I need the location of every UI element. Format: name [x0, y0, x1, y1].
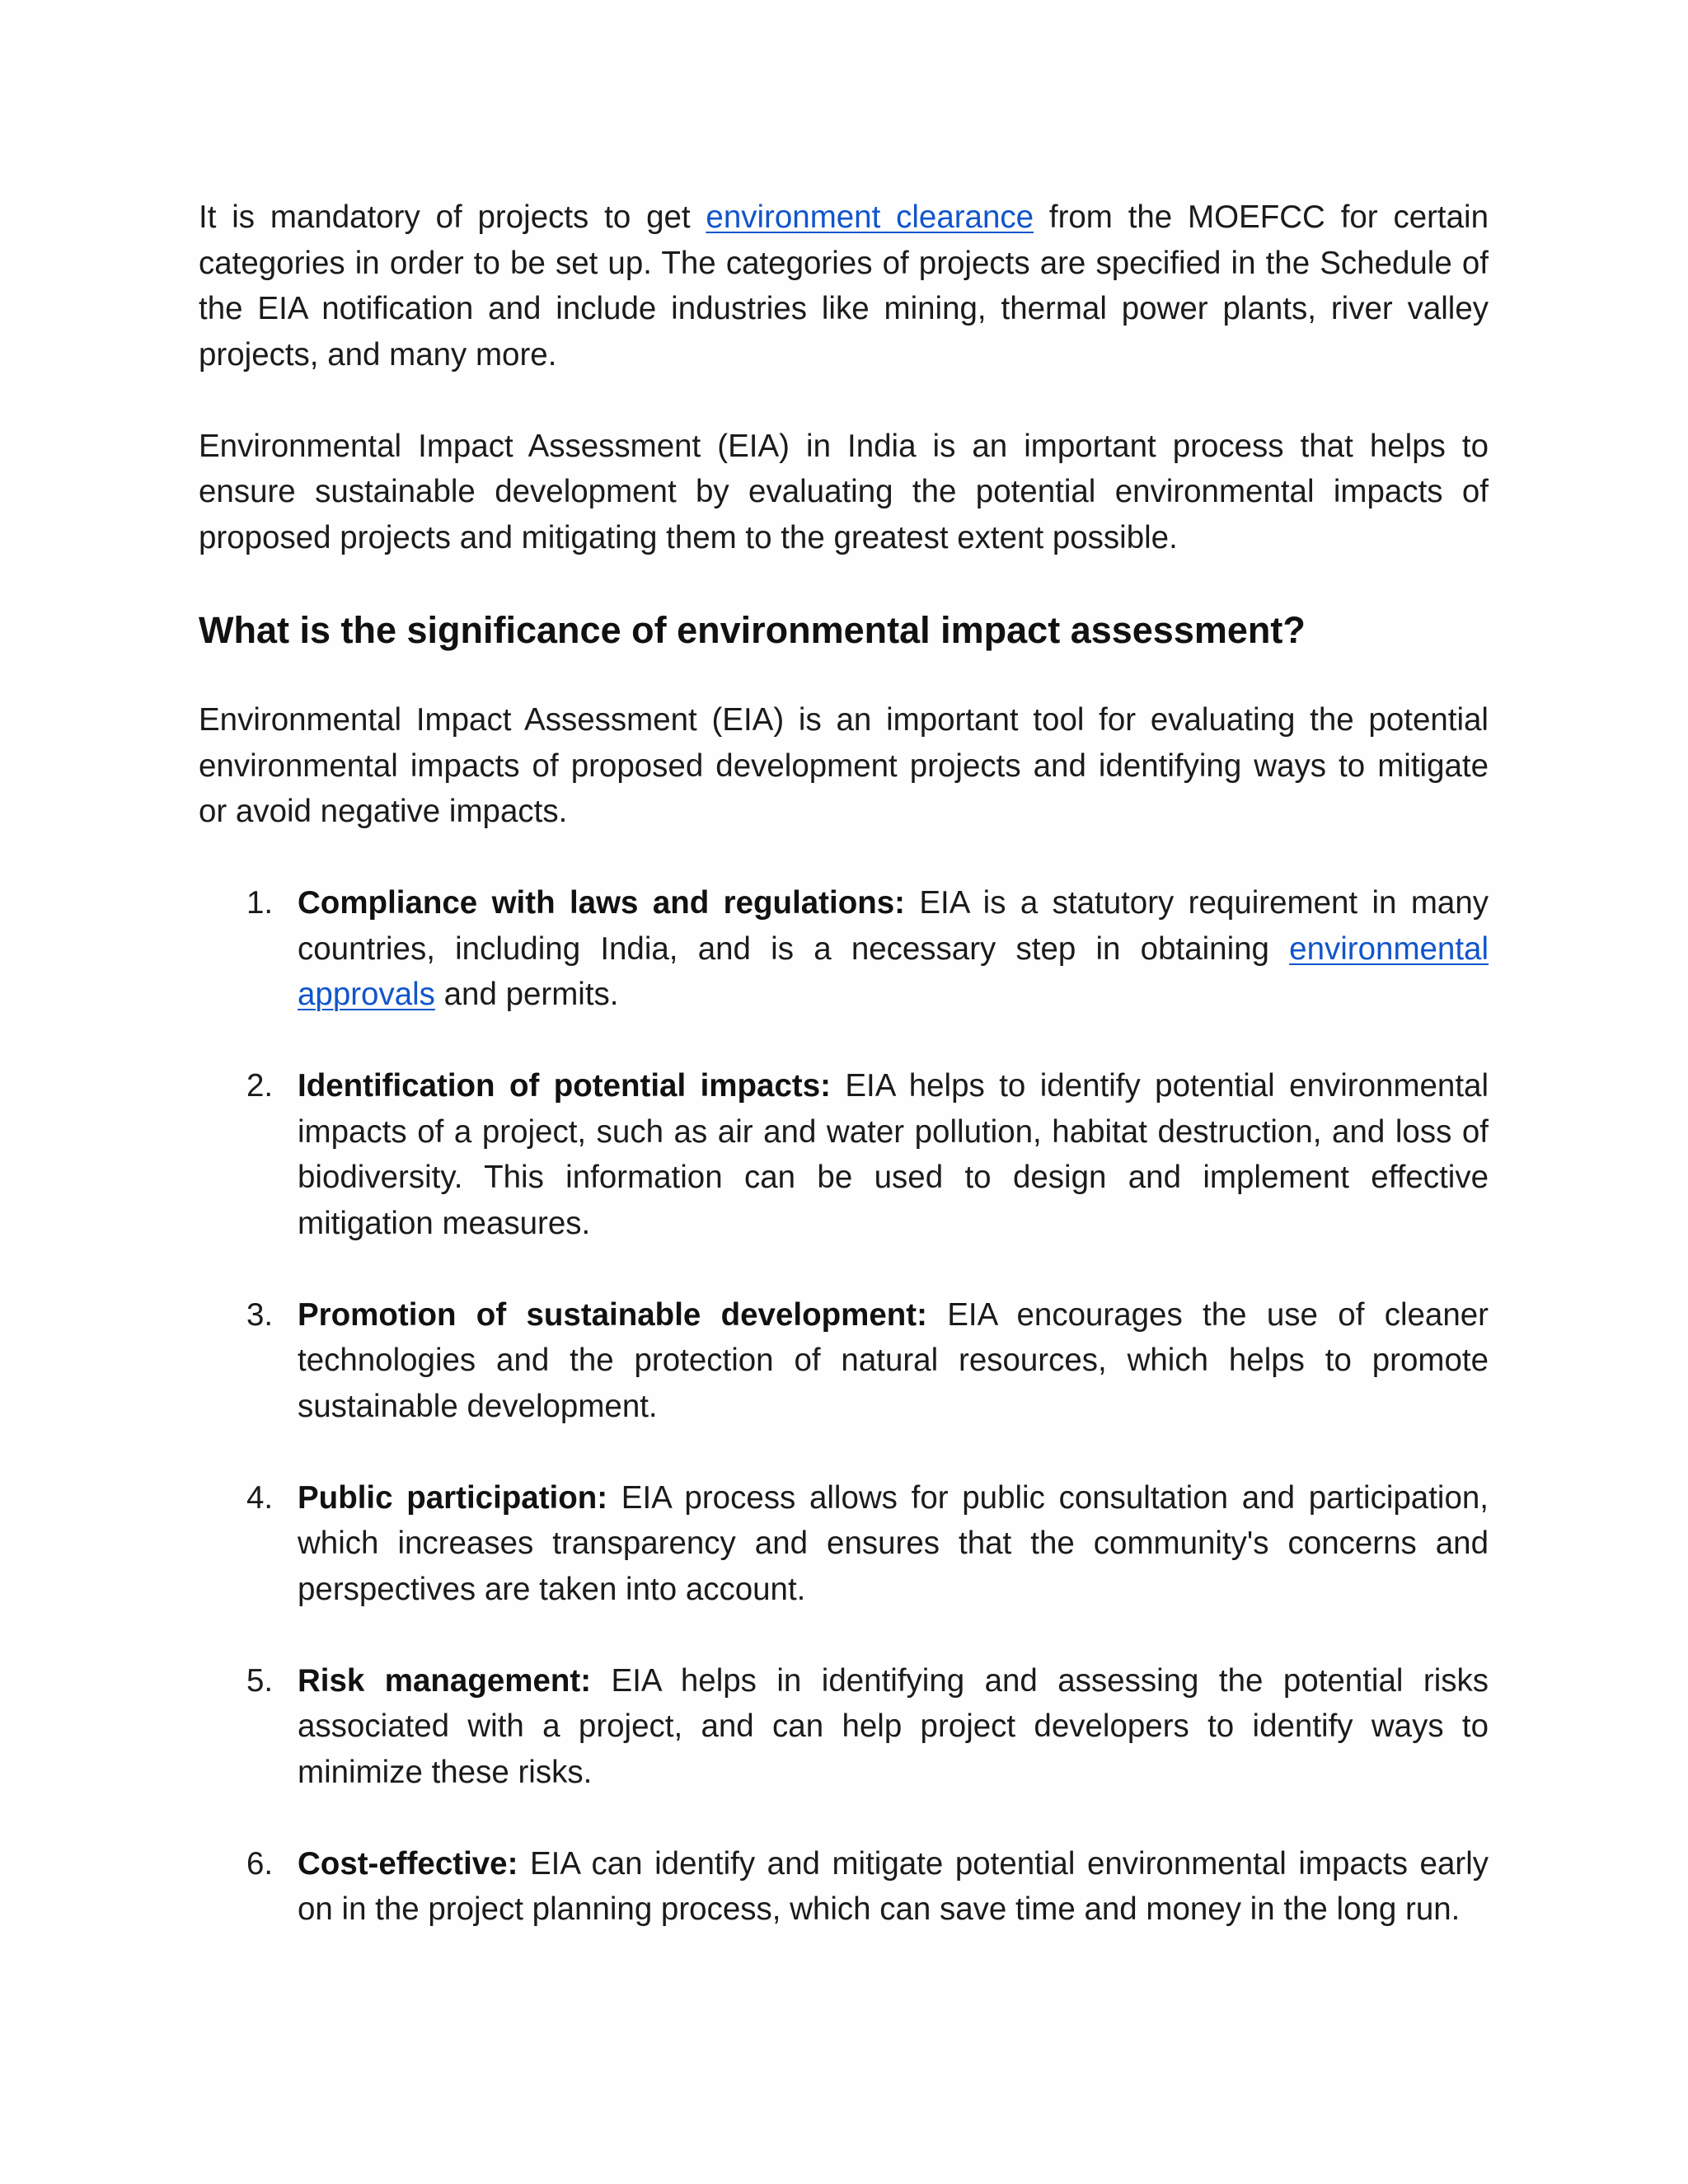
list-item-text: EIA is a statutory requirement in many countries, including India, and is a necessary step in obtaining: [298, 885, 1489, 967]
document-page: [199, 194, 1489, 1978]
list-item-text: EIA helps in identifying and assessing the potential risks associated with a project, and can help project developers to identify ways to minimize these risks.: [298, 1662, 1489, 1790]
list-item-number: 2.: [246, 1068, 274, 1104]
list-item-number: 4.: [246, 1479, 274, 1516]
significance-list: [199, 880, 1489, 1933]
list-item-title: Promotion of sustainable development:: [298, 1296, 927, 1333]
list-item: [199, 1063, 1489, 1246]
list-item-text: EIA can identify and mitigate potential environmental impacts early on in the project planning process, which can save time and money in the long run.: [298, 1845, 1489, 1927]
list-item: [199, 1292, 1489, 1430]
list-item: [199, 880, 1489, 1018]
list-item: [199, 1475, 1489, 1613]
list-item-text-end: and permits.: [434, 977, 619, 1012]
list-item-number: 1.: [246, 885, 274, 921]
list-item-title: Compliance with laws and regulations:: [298, 885, 905, 921]
intro-paragraph-eia: Environmental Impact Assessment (EIA) in India is an important process that helps to ensure sustainable development by evaluating the potential environmental impacts of proposed projects and mitigating them to the greatest extent possible.: [199, 428, 1489, 555]
list-item-title: Cost-effective:: [298, 1845, 518, 1882]
intro-text-end: from the MOEFCC for certain categories in order to be set up. The categories of projects are specified in the Schedule of the EIA notification and include industries like mining, thermal power plants, river valley projects, and many more.: [199, 199, 1489, 373]
list-item-number: 6.: [246, 1845, 274, 1882]
list-item-title: Identification of potential impacts:: [298, 1068, 831, 1104]
list-item-text: EIA process allows for public consultation and participation, which increases transparency and ensures that the community's concerns and perspectives are taken into account.: [298, 1479, 1489, 1607]
list-item: [199, 1658, 1489, 1796]
list-item-number: 3.: [246, 1296, 274, 1333]
list-item-text: EIA helps to identify potential environmental impacts of a project, such as air and water pollution, habitat destruction, and loss of biodiversity. This information can be used to design and implement effective mitigation measures.: [298, 1068, 1489, 1241]
section-intro-paragraph: Environmental Impact Assessment (EIA) is an important tool for evaluating the potential environmental impacts of proposed development projects and identifying ways to mitigate or avoid negative impacts.: [199, 702, 1489, 829]
environment-clearance-link[interactable]: environment clearance: [706, 199, 1034, 235]
section-heading: What is the significance of environmental impact assessment?: [199, 609, 1306, 651]
intro-text-start: It is mandatory of projects to get: [199, 199, 706, 235]
list-item-title: Risk management:: [298, 1662, 592, 1699]
list-item-text: EIA encourages the use of cleaner technologies and the protection of natural resources, which helps to promote sustainable development.: [298, 1296, 1489, 1424]
list-item-number: 5.: [246, 1662, 274, 1699]
environmental-approvals-link[interactable]: environmental approvals: [298, 930, 1489, 1012]
intro-paragraph-clearance: [199, 194, 1489, 377]
list-item: [199, 1841, 1489, 1933]
list-item-title: Public participation:: [298, 1479, 608, 1516]
